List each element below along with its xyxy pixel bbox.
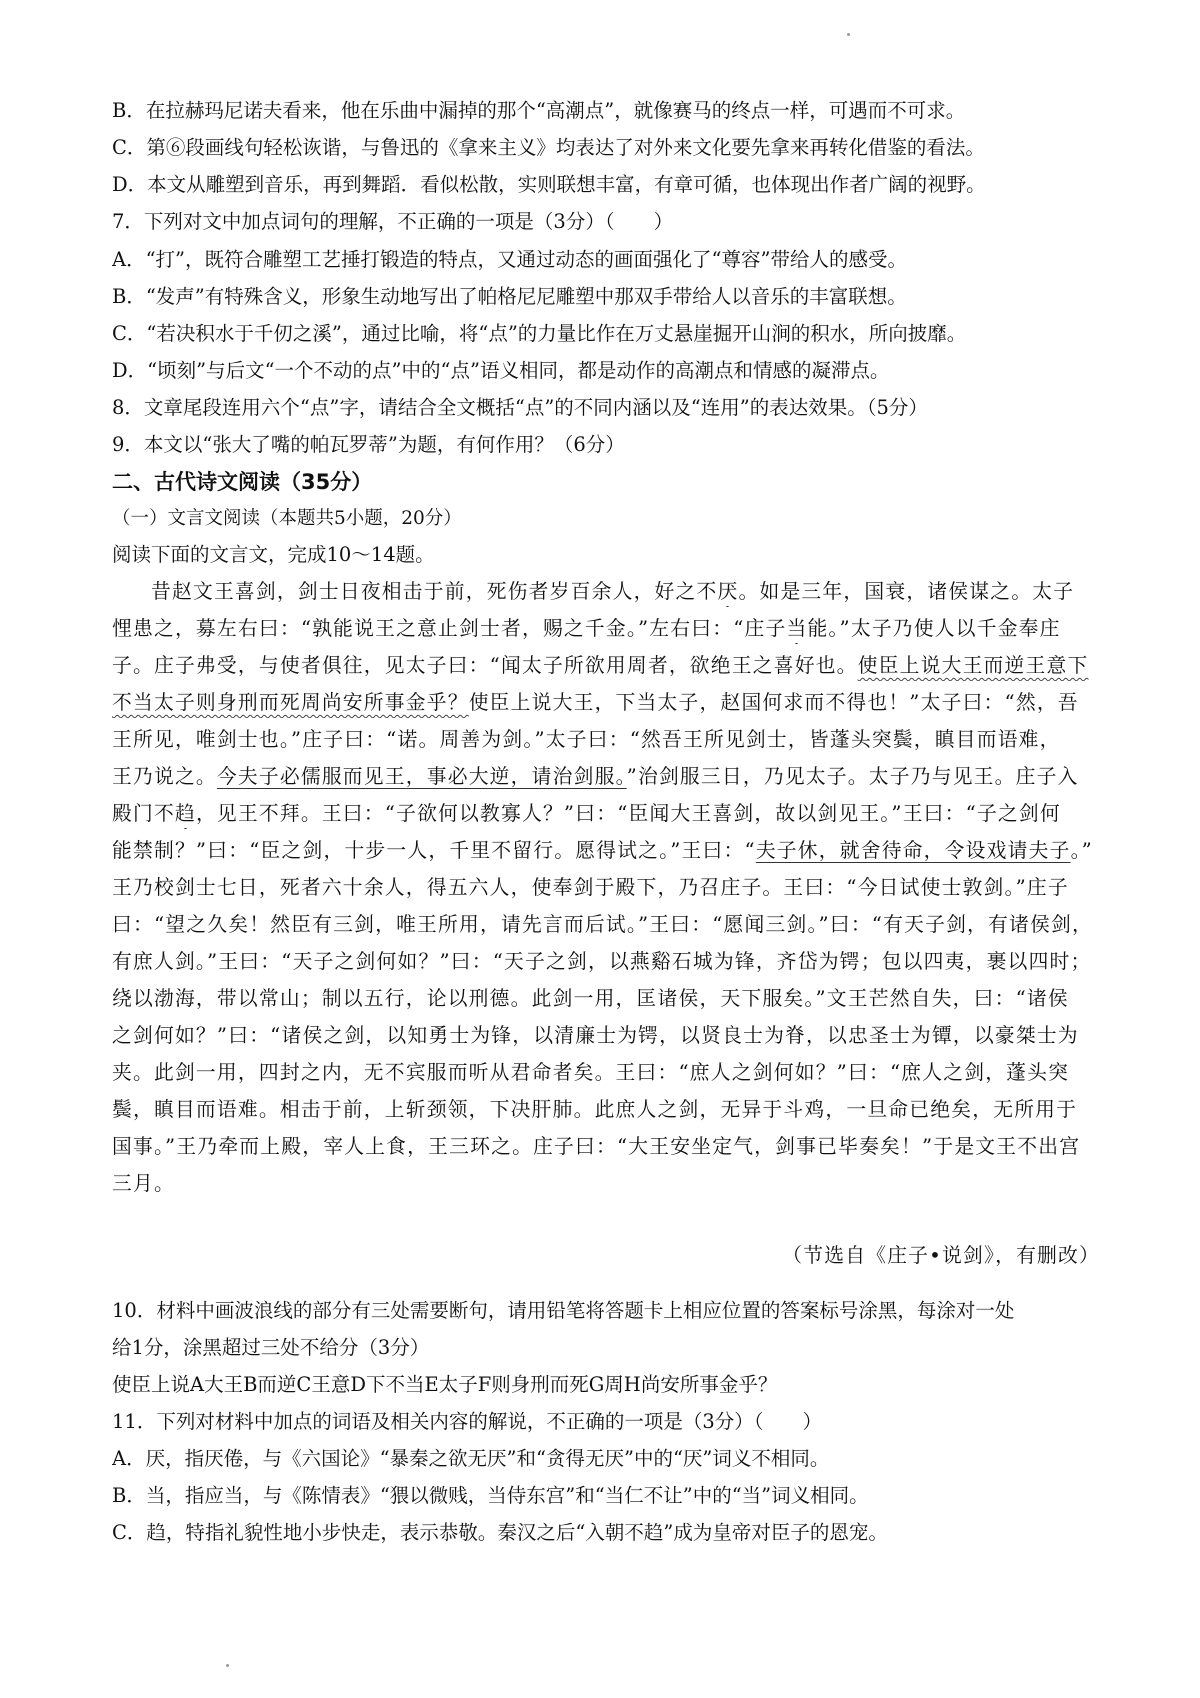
text-span: 。如是三年，国衰，诸侯谋之。太子: [738, 580, 1075, 603]
passage-line: 之剑何如？”曰：“诸侯之剑，以知勇士为锋，以清廉士为锷，以贤良士为脊，以忠圣士为镡，以豪桀士为: [112, 1024, 1079, 1047]
passage-line: [112, 651, 1100, 681]
option-b-q6: B．在拉赫玛尼诺夫看来，他在乐曲中漏掉的那个“高潮点”，就像赛马的终点一样，可遇而不可求。: [112, 99, 966, 122]
passage-line: 曰：“望之久矣！然臣有三剑，唯王所用，请先言而后试。”王曰：“愿闻三剑。”曰：“有天子剑，有诸侯剑，: [112, 913, 1093, 936]
text-span: 能禁制？”曰：“臣之剑，十步一人，千里不留行。愿得试之。”王曰：“: [112, 839, 756, 862]
scan-speck: [847, 33, 850, 36]
passage-line: [112, 799, 1100, 829]
passage-line: [112, 577, 1100, 607]
passage-line: [112, 688, 1100, 718]
option-a-q7: A．“打”，既符合雕塑工艺捶打锻造的特点，又通过动态的画面强化了“尊容”带给人的感受。: [112, 248, 907, 271]
option-b-q11: B．当，指应当，与《陈情表》“猥以微贱，当侍东宫”和“当仁不让”中的“当”词义相同。: [112, 1484, 869, 1507]
question-10-sentence: 使臣上说A大王B而逆C王意D下不当E太子F则身刑而死G周H尚安所事金乎？: [112, 1373, 778, 1396]
passage-line: 王所见，唯剑士也。”庄子曰：“诺。周善为剑。”太子曰：“然吾王所见剑士，皆蓬头突鬓，瞋目而语难，: [112, 728, 1061, 751]
question-8: 8．文章尾段连用六个“点”字，请结合全文概括“点”的不同内涵以及“连用”的表达效果。（5分）: [112, 396, 928, 419]
text-span: 悝患之，募左右曰：“孰能说王之意止剑士者，赐之千金。”左右曰：“庄子: [112, 617, 787, 640]
passage-line: [112, 836, 1100, 866]
text-span: 使臣上说大王，下当太子，赵国何求而不得也！”太子曰：“然，吾: [468, 691, 1079, 714]
question-10: 10．材料中画波浪线的部分有三处需要断句，请用铅笔将答题卡上相应位置的答案标号涂黑，每涂对一处: [112, 1299, 1015, 1322]
text-span: ，见王不拜。王曰：“子欲何以教寡人？”曰：“臣闻大王喜剑，故以剑见王。”王曰：“子之剑何: [195, 802, 1061, 825]
passage-line: 鬓，瞋目而语难。相击于前，上斩颈领，下决肝肺。此庶人之剑，无异于斗鸡，一旦命已绝矣，无所用于: [112, 1098, 1078, 1121]
question-9: 9．本文以“张大了嘴的帕瓦罗蒂”为题，有何作用？（6分）: [112, 433, 625, 456]
passage-line: 王乃校剑士七日，死者六十余人，得五六人，使奉剑于殿下，乃召庄子。王曰：“今日试使士敦剑。”庄子: [112, 876, 1069, 899]
option-c-q11: C．趋，特指礼貌性地小步快走，表示恭敬。秦汉之后“入朝不趋”成为皇帝对臣子的恩宠。: [112, 1521, 888, 1544]
passage-line: 绕以渤海，带以常山；制以五行，论以刑德。此剑一用，匡诸侯，天下服矣。”文王芒然自失，曰：“诸侯: [112, 987, 1069, 1010]
text-span: 昔赵文王喜剑，剑士日夜相击于前，死伤者岁百余人，好之不: [151, 580, 718, 603]
wavy-underlined-text: 使臣上说大王而逆王意下: [857, 654, 1089, 677]
wavy-underlined-text: 不当太子则身刑而死周尚安所事金乎？: [112, 691, 469, 714]
option-c-q6: C．第⑥段画线句轻松诙谐，与鲁迅的《拿来主义》均表达了对外来文化要先拿来再转化借鉴的看法。: [112, 136, 985, 159]
passage-line: [112, 762, 1100, 792]
dotted-word-qu: 趋: [174, 802, 196, 825]
text-span: ”治剑服三日，乃见太子。太子乃与见王。庄子入: [626, 765, 1079, 788]
section-heading: 二、古代诗文阅读（35分）: [112, 470, 373, 494]
option-b-q7: B．“发声”有特殊含义，形象生动地写出了帕格尼尼雕塑中那双手带给人以音乐的丰富联想。: [112, 285, 907, 308]
text-span: 子。庄子弗受，与使者俱往，见太子曰：“闻太子所欲用周者，欲绝王之喜好也。: [112, 654, 858, 677]
source-citation: （节选自《庄子•说剑》，有删改）: [782, 1244, 1100, 1267]
text-span: 王乃说之。: [112, 765, 217, 788]
passage-line: 三月。: [112, 1172, 175, 1195]
subsection-heading: （一）文言文阅读（本题共5小题，20分）: [112, 508, 462, 529]
option-d-q6: D．本文从雕塑到音乐，再到舞蹈．看似松散，实则联想丰富，有章可循，也体现出作者广阔的视野。: [112, 173, 986, 196]
question-10-cont: 给1分，涂黑超过三处不给分（3分）: [112, 1336, 430, 1359]
text-span: 能。”太子乃使人以千金奉庄: [807, 617, 1061, 640]
text-span: 殿门不: [112, 802, 175, 825]
passage-line: 夹。此剑一用，四封之内，无不宾服而听从君命者矣。王曰：“庶人之剑何如？”曰：“庶人之剑，蓬头突: [112, 1061, 1070, 1084]
option-d-q7: D．“顷刻”与后文“一个不动的点”中的“点”语义相同，都是动作的高潮点和情感的凝滞点。: [112, 359, 890, 382]
question-11: 11．下列对材料中加点的词语及相关内容的解说，不正确的一项是（3分）（ ）: [112, 1410, 822, 1433]
question-7: 7．下列对文中加点词句的理解，不正确的一项是（3分）（ ）: [112, 210, 674, 233]
passage-line: [112, 614, 1100, 644]
underlined-text: 夫子休，就舍待命，令设戏请夫子: [755, 839, 1071, 862]
scan-speck: [226, 1664, 229, 1667]
dotted-word-yan: 厌: [717, 580, 739, 603]
text-span: 。”: [1070, 839, 1093, 862]
passage-line: 有庶人剑。”王曰：“天子之剑何如？”曰：“天子之剑，以燕谿石城为锋，齐岱为锷；包以四夷，裹以四时；: [112, 950, 1092, 973]
option-c-q7: C．“若决积水于千仞之溪”，通过比喻，将“点”的力量比作在万丈悬崖掘开山涧的积水，所向披靡。: [112, 322, 967, 345]
option-a-q11: A．厌，指厌倦，与《六国论》“暴秦之欲无厌”和“贪得无厌”中的“厌”词义不相同。: [112, 1447, 830, 1470]
underlined-text: 今夫子必儒服而见王，事必大逆，请治剑服。: [216, 765, 627, 788]
passage-line: 国事。”王乃牵而上殿，宰人上食，王三环之。庄子曰：“大王安坐定气，剑事已毕奏矣！”于是文王不出宫: [112, 1135, 1081, 1158]
dotted-word-dang: 当: [786, 617, 808, 640]
reading-instruction: 阅读下面的文言文，完成10～14题。: [112, 543, 435, 566]
